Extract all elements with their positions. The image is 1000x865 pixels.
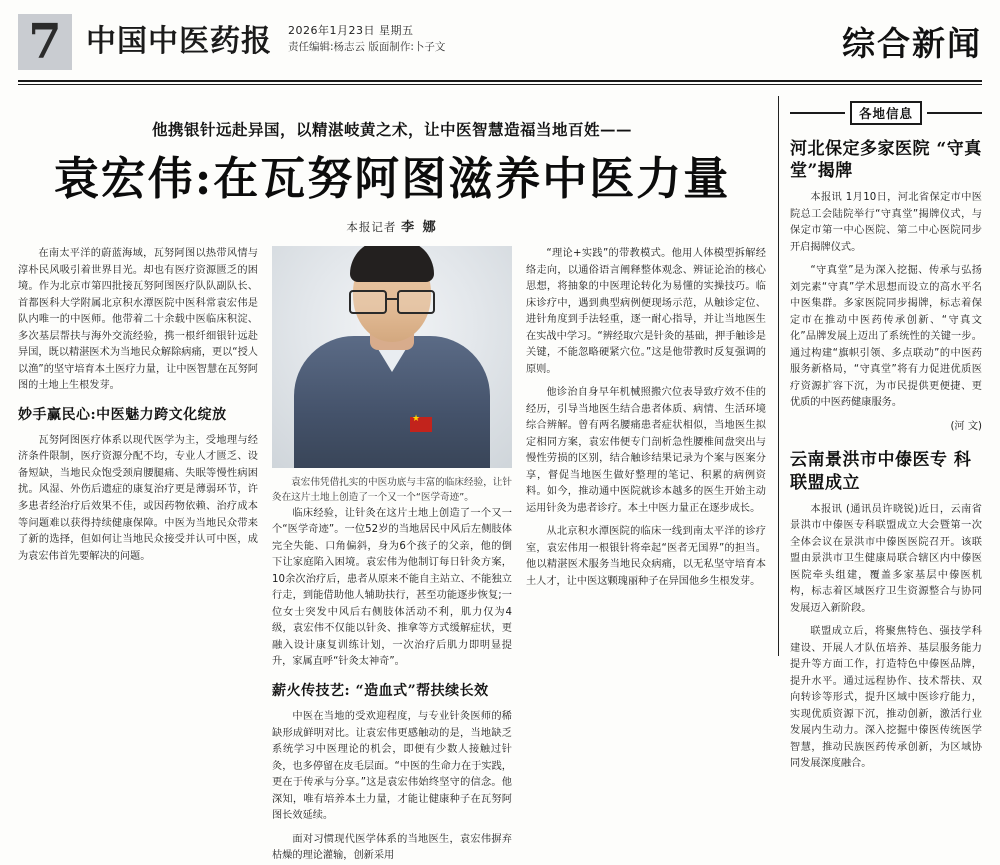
rail-header <box>790 102 982 124</box>
rail-header-label: 各地信息 <box>850 101 922 125</box>
article-columns <box>18 246 766 862</box>
rail-item-2-para-2: 联盟成立后，将聚焦特色、强技学科建设、开展人才队伍培养、基层服务能力提升等方面工作，打造特色中傣医品牌，提升水平。通过远程协作、技术帮扶、双向转诊等形式，提升区域中医诊疗能力，实现优质资源下沉，推动创新，激活行业发展内生动力。深入挖掘中傣医传统医学智慧，推动民族医药传承创新，为区域协同发展深度融合。 <box>790 626 982 770</box>
col1-para-2: 瓦努阿图医疗体系以现代医学为主，受地理与经济条件限制，医疗资源分配不均，专业人才匮乏、设备短缺，当地民众饱受颈肩腰腿痛、失眠等慢性病困扰。风湿、外伤后遗症的康复治疗更是薄弱环节，许多患者经治疗后效果不佳，或因药物依赖、治疗成本等问题难以获得持续健康保障。中医为当地民众带来了新的选择，但如何让当地民众接受并认可中医，成为袁宏伟首先要解决的问题。 <box>18 434 258 562</box>
byline-label: 本报记者 <box>346 219 397 234</box>
flag-badge-icon <box>410 417 432 432</box>
sidebar-local-news <box>790 96 982 770</box>
rail-item-1-signoff: (河 文) <box>950 420 982 432</box>
photo-caption: 袁宏伟凭借扎实的中医功底与丰富的临床经验，让针灸在这片土地上创造了一个又一个“医学奇迹”。 <box>272 477 512 503</box>
article-headline: 袁宏伟:在瓦努阿图滋养中医力量 <box>53 152 731 205</box>
rail-rule-left <box>790 112 845 114</box>
rail-item-1-para-2: “守真堂”是为深入挖掘、传承与弘扬刘完素“守真”学术思想而设立的高水平名中医集群。多家医院同步揭牌，标志着保定市在推动中医药传承创新、“守真文化”品牌发展上迈出了系统性的关键一步。通过构建“旗帜引领、多点联动”的中医药服务新格局，“守真堂”将有力促进优质医疗资源扩容下沉，为市民提供更便捷、更优质的中医药健康服务。 <box>790 265 982 409</box>
section-title: 综合新闻 <box>842 24 982 63</box>
masthead-rule-thin <box>18 84 982 85</box>
rail-item-1-title: 河北保定多家医院 “守真堂”揭牌 <box>790 139 982 182</box>
col3-para-3: 从北京积水潭医院的临床一线到南太平洋的诊疗室，袁宏伟用一根银针将牵起“医者无国界”的担当。他以精湛医术服务当地民众病痛，以无私坚守培育本土人才，让中医这颗瑰丽种子在异国他乡生根发芽。 <box>526 526 766 587</box>
article-column-1 <box>18 246 258 656</box>
page-number: 7 <box>18 14 72 70</box>
col3-para-1: “理论+实践”的带教模式。他用人体模型拆解经络走向，以通俗语言阐释整体观念、辨证论治的核心思想，将抽象的中医理论转化为易懂的实操技巧。临床诊疗中，遇到典型病例便现场示范，从触诊定位、进针角度到手法轻重，逐一耐心指导，并让当地医生在实战中学习。“辨经取穴是针灸的基础，押手触诊是关键，不能忽略硬紧穴位。”这是他带教时反复强调的原则。 <box>526 248 766 375</box>
col2-para-1: 临床经验，让针灸在这片土地上创造了一个又一个“医学奇迹”。一位52岁的当地居民中风后左侧肢体完全失能、口角偏斜，身为6个孩子的父亲，他的倒下让家庭陷入困境。袁宏伟为他制订每日针灸方案，10余次治疗后，患者从原来不能自主站立、不能独立行走，到能借助他人辅助扶行，甚至功能逐步恢复;一位女士突发中风后右侧肢体活动不利，肌力仅为4级，袁宏伟不仅能以针灸、推拿等方式缓解症状，更融入设计康复训练计划，一次治疗后肌力即明显提升，家属直呼“针灸太神奇”。 <box>272 507 512 668</box>
col1-para-1: 在南太平洋的蔚蓝海域，瓦努阿图以热带风情与淳朴民风吸引着世界目光。却也有医疗资源匮乏的困境。作为北京市第四批接瓦努阿图医疗队队副队长、首都医科大学附属北京积水潭医院中医科常袁宏伟是队内唯一的中医师。他带着二十余载中医临床积淀、多次基层帮扶与海外交流经验，携一根纤细银针远赴异国，既以精湛医术为当地民众解除病痛，更以“授人以渔”的坚守培育本土医疗力量，让中医智慧在瓦努阿图的土地上生根发芽。 <box>18 248 258 392</box>
rail-item-2-title: 云南景洪市中傣医专 科联盟成立 <box>790 450 972 493</box>
col2-para-3: 面对习惯现代医学体系的当地医生，袁宏伟摒弃枯燥的理论灌输，创新采用 <box>272 833 512 862</box>
masthead-rule-thick <box>18 80 982 82</box>
article-byline <box>18 216 766 235</box>
col1-subhead: 妙手赢民心:中医魅力跨文化绽放 <box>18 406 227 423</box>
glasses-icon <box>349 290 435 312</box>
col3-para-2: 他诊治自身早年机械照搬穴位表导致疗效不佳的经历，引导当地医生结合患者体质、病情、生活环境综合辨解。曾有两名腰痛患者症状相似，当地医生拟定相同方案，袁宏伟便专门剖析急性腰椎间盘突出与慢性劳损的区别，结合触诊结果记录为个案与医案分享，督促当地医生做好整理的笔记、积累的病例资料。如今，推动通中医院就诊本越多的医生开始主动运用针灸为患者诊疗。本土中医力量正在逐步成长。 <box>526 387 766 514</box>
column-divider <box>778 96 779 656</box>
col2-para-2: 中医在当地的受欢迎程度，与专业针灸医师的稀缺形成鲜明对比。让袁宏伟更感触动的是，当地缺乏系统学习中医理论的机会，即便有少数人接触过针灸，也多停留在皮毛层面。“中医的生命力在于实践，更在于传承与分享。”这是袁宏伟始终坚守的信念。他深知，唯有培养本土力量，才能让健康种子在瓦努阿图长效延续。 <box>272 711 512 822</box>
rail-item-1-para-1: 本报讯 1月10日，河北省保定市中医院总工会陆院举行“守真堂”揭牌仪式，与保定市第一中心医院、第二中心医院同步开启揭牌仪式。 <box>790 192 982 253</box>
rail-item-2-para-1: 本报讯 (通讯员许晓锐)近日，云南省景洪市中傣医专科联盟成立大会暨第一次全体会议在景洪市中傣医医院召开。该联盟由景洪市卫生健康局联合辖区内中傣医医院牵头组建，覆盖多家基层中傣医机构，标志着区域医疗卫生资源整合与协同发展迈入新阶段。 <box>790 503 982 614</box>
rail-rule-right <box>927 112 982 114</box>
paper-title: 中国中医药报 <box>86 24 272 59</box>
article-column-3 <box>526 246 766 656</box>
date-line: 2026年1月23日 星期五 <box>288 24 414 37</box>
col2-subhead: 薪火传技艺: “造血式”帮扶续长效 <box>272 682 489 699</box>
article-column-2 <box>272 246 512 862</box>
main-article <box>18 96 766 862</box>
photo-hair <box>350 246 434 282</box>
article-photo <box>272 246 512 468</box>
article-kicker: 他携银针远赴异国，以精湛岐黄之术，让中医智慧造福当地百姓—— <box>151 120 632 139</box>
masthead <box>18 14 982 76</box>
editor-line: 责任编辑:杨志云 版面制作:卜子文 <box>288 41 446 54</box>
byline-name: 李 娜 <box>401 219 438 235</box>
issue-meta <box>288 14 445 55</box>
